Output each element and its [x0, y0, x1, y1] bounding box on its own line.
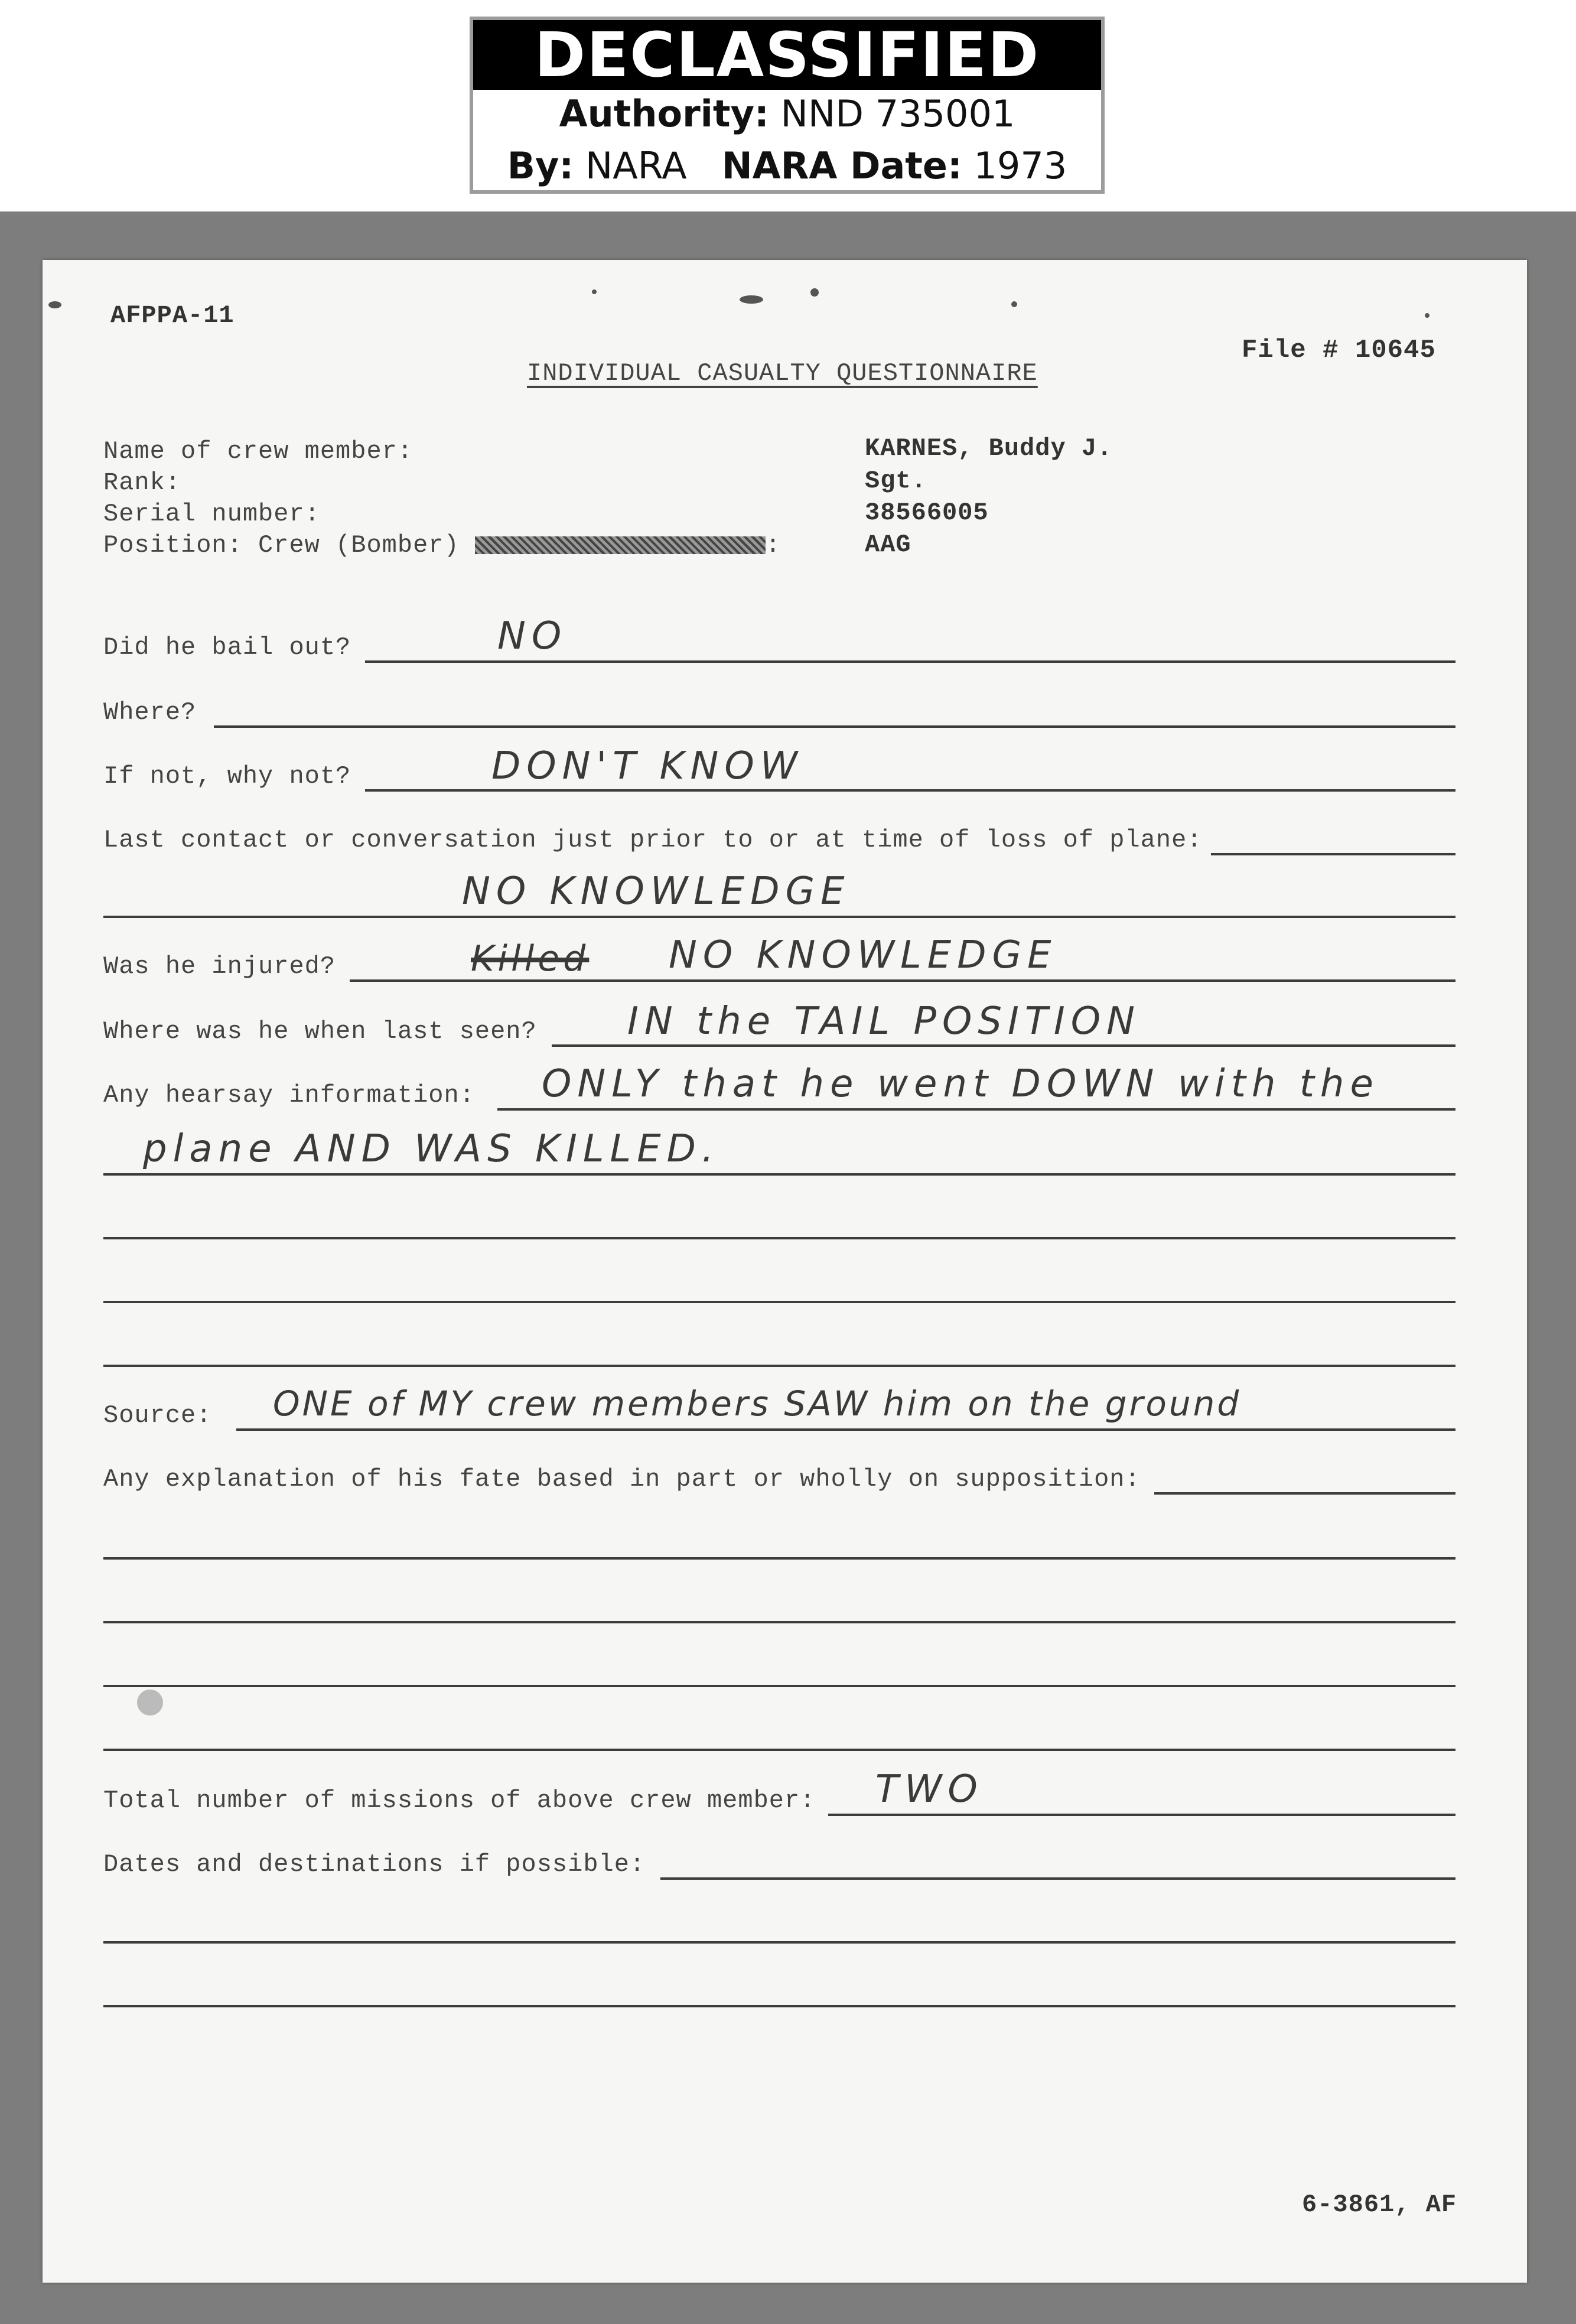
scan-speck [1011, 301, 1017, 307]
label-dates: Dates and destinations if possible: [103, 1850, 646, 1879]
answer-last-seen: IN the TAIL POSITION [627, 1000, 1141, 1043]
label-bail-out: Did he bail out? [103, 633, 351, 662]
answer-line [660, 1877, 1455, 1880]
scan-speck [48, 301, 61, 308]
answer-line [497, 1108, 1455, 1111]
answer-last-contact: NO KNOWLEDGE [462, 870, 851, 913]
answer-line [365, 660, 1455, 663]
answer-line [236, 1428, 1455, 1431]
value-name: KARNES, Buddy J. [865, 434, 1113, 463]
scan-speck [1425, 313, 1430, 318]
stamp-title: DECLASSIFIED [473, 20, 1101, 90]
form-paper [43, 260, 1527, 2283]
file-number: File # 10645 [1242, 336, 1436, 365]
label-position [103, 531, 781, 559]
answer-line [103, 1621, 1455, 1623]
answer-line [1211, 853, 1455, 855]
value-serial: 38566005 [865, 499, 989, 527]
label-rank: Rank: [103, 468, 181, 497]
answer-line [828, 1814, 1455, 1816]
answer-line [103, 1557, 1455, 1560]
scan-speck [137, 1690, 163, 1716]
answer-line [1154, 1492, 1455, 1495]
answer-injured-struck: Killed [471, 938, 590, 979]
form-title: INDIVIDUAL CASUALTY QUESTIONNAIRE [527, 359, 1038, 388]
scan-speck [592, 289, 597, 294]
answer-why-not: DON'T KNOW [491, 744, 804, 788]
scan-speck [810, 288, 819, 297]
answer-line [103, 1173, 1455, 1176]
label-serial: Serial number: [103, 500, 320, 528]
answer-hearsay-line1: ONLY that he went DOWN with the [542, 1062, 1379, 1106]
scan-speck [740, 295, 763, 304]
label-last-seen: Where was he when last seen? [103, 1017, 537, 1046]
stamp-date-value: 1973 [973, 144, 1067, 187]
label-source: Source: [103, 1401, 212, 1430]
answer-source: ONE of MY crew members SAW him on the ground [273, 1384, 1242, 1424]
answer-line [103, 1301, 1455, 1303]
label-missions: Total number of missions of above crew member: [103, 1786, 816, 1815]
answer-line [552, 1044, 1455, 1047]
label-position-end: : [765, 531, 782, 559]
answer-line [103, 1941, 1455, 1944]
answer-line [103, 2005, 1455, 2007]
stamp-date-label: NARA Date: [721, 144, 962, 187]
stamp-by-value: NARA [585, 144, 687, 187]
footer-code: 6-3861, AF [1302, 2190, 1457, 2219]
label-hearsay: Any hearsay information: [103, 1081, 475, 1109]
label-where: Where? [103, 698, 197, 727]
label-position-text: Position: Crew (Bomber) [103, 531, 460, 559]
answer-bail-out: NO [497, 614, 568, 658]
answer-line [103, 1749, 1455, 1751]
label-why-not: If not, why not? [103, 762, 351, 790]
stamp-authority-line [473, 92, 1101, 135]
answer-line [103, 1365, 1455, 1367]
stamp-by-label: By: [507, 144, 574, 187]
stamp-authority-label: Authority: [559, 92, 769, 135]
label-explanation: Any explanation of his fate based in part or wholly on supposition: [103, 1465, 1141, 1493]
label-name: Name of crew member: [103, 437, 413, 466]
label-last-contact: Last contact or conversation just prior to or at time of loss of plane: [103, 826, 1203, 854]
answer-injured: NO KNOWLEDGE [669, 933, 1057, 977]
label-injured: Was he injured? [103, 952, 336, 981]
answer-missions: TWO [875, 1768, 984, 1811]
answer-line [103, 1237, 1455, 1239]
redaction-mark [475, 536, 766, 554]
answer-hearsay-line2: plane AND WAS KILLED. [143, 1127, 720, 1171]
answer-line [350, 979, 1455, 982]
scanned-document [0, 211, 1576, 2324]
answer-line [103, 1685, 1455, 1687]
answer-line [365, 789, 1455, 792]
answer-line [214, 725, 1455, 728]
stamp-by-line [473, 144, 1101, 187]
answer-line [103, 916, 1455, 918]
form-code: AFPPA-11 [110, 301, 235, 330]
stamp-authority-value: NND 735001 [780, 92, 1015, 135]
value-position: AAG [865, 530, 911, 559]
declassified-stamp [470, 17, 1105, 194]
value-rank: Sgt. [865, 467, 927, 495]
